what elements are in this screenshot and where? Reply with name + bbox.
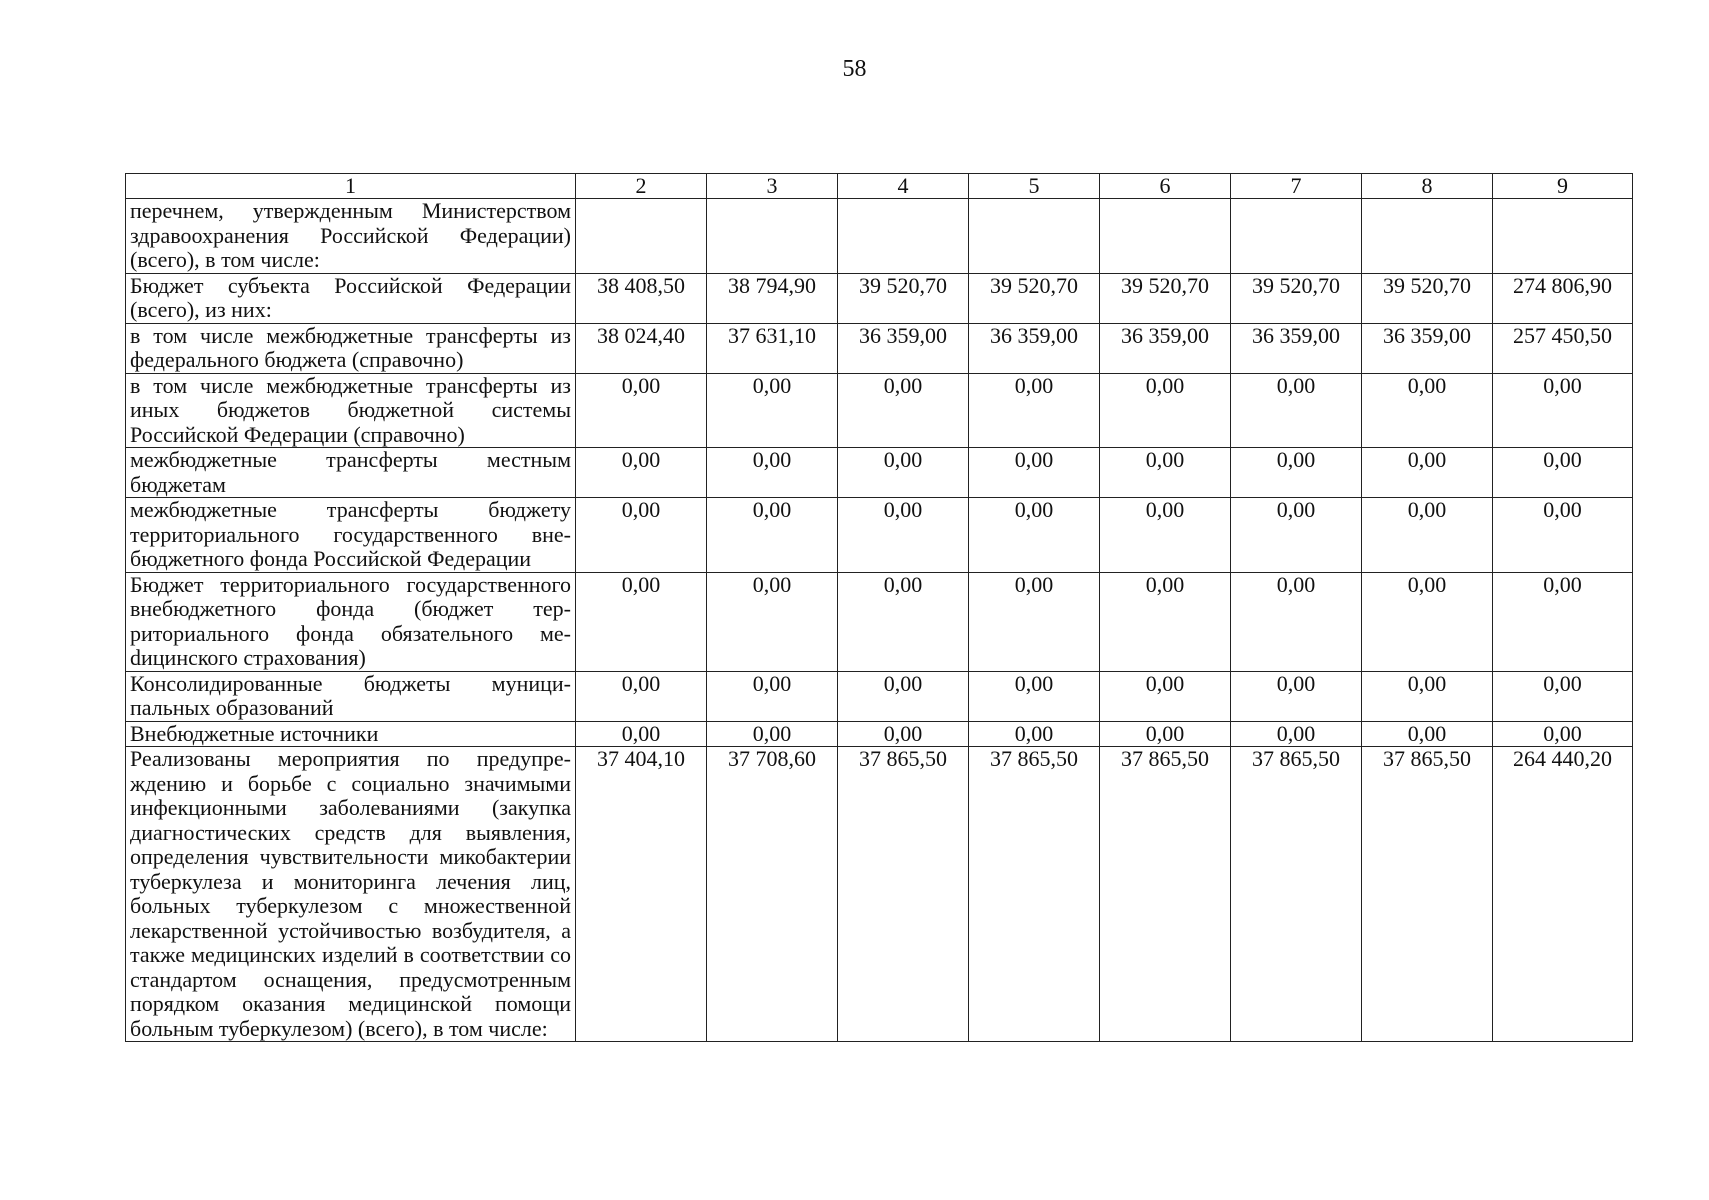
- value-cell-col-6: [1100, 199, 1231, 274]
- value-cell-col-8: 0,00: [1362, 671, 1493, 721]
- value-cell-col-7: 0,00: [1231, 572, 1362, 671]
- value-cell-col-2: 0,00: [576, 448, 707, 498]
- table-row: [126, 273, 1633, 323]
- value-cell-col-7: 37 865,50: [1231, 747, 1362, 1042]
- value-cell-col-6: 0,00: [1100, 498, 1231, 573]
- value-cell-col-6: 39 520,70: [1100, 273, 1231, 323]
- row-label: межбюджетные трансферты бюджету территориального государственного внебюджетного фонда Российской Федерации: [126, 498, 576, 573]
- value-cell-col-3: 0,00: [707, 373, 838, 448]
- row-label: Бюджет субъекта Российской Федерации (всего), из них:: [126, 273, 576, 323]
- row-label: Консолидированные бюджеты муниципальных образований: [126, 671, 576, 721]
- value-cell-col-2: 0,00: [576, 498, 707, 573]
- value-cell-col-5: 36 359,00: [969, 323, 1100, 373]
- value-cell-col-2: 0,00: [576, 721, 707, 747]
- value-cell-col-9: 0,00: [1493, 498, 1633, 573]
- budget-table: [125, 173, 1633, 1042]
- value-cell-col-8: 0,00: [1362, 572, 1493, 671]
- value-cell-col-3: 0,00: [707, 671, 838, 721]
- value-cell-col-6: 0,00: [1100, 721, 1231, 747]
- value-cell-col-4: 36 359,00: [838, 323, 969, 373]
- value-cell-col-9: 0,00: [1493, 448, 1633, 498]
- value-cell-col-7: 39 520,70: [1231, 273, 1362, 323]
- table-row: [126, 498, 1633, 573]
- value-cell-col-8: [1362, 199, 1493, 274]
- value-cell-col-8: 0,00: [1362, 373, 1493, 448]
- value-cell-col-5: 0,00: [969, 448, 1100, 498]
- value-cell-col-3: 0,00: [707, 721, 838, 747]
- value-cell-col-4: 0,00: [838, 572, 969, 671]
- value-cell-col-3: [707, 199, 838, 274]
- column-header-9: 9: [1493, 174, 1633, 199]
- table-row: [126, 199, 1633, 274]
- value-cell-col-4: 0,00: [838, 498, 969, 573]
- column-header-1: 1: [126, 174, 576, 199]
- value-cell-col-8: 39 520,70: [1362, 273, 1493, 323]
- value-cell-col-3: 0,00: [707, 572, 838, 671]
- value-cell-col-5: 0,00: [969, 373, 1100, 448]
- table-row: [126, 323, 1633, 373]
- column-header-5: 5: [969, 174, 1100, 199]
- value-cell-col-6: 36 359,00: [1100, 323, 1231, 373]
- value-cell-col-6: 37 865,50: [1100, 747, 1231, 1042]
- value-cell-col-8: 0,00: [1362, 448, 1493, 498]
- value-cell-col-9: 264 440,20: [1493, 747, 1633, 1042]
- value-cell-col-2: 38 024,40: [576, 323, 707, 373]
- table-row: [126, 721, 1633, 747]
- value-cell-col-2: 37 404,10: [576, 747, 707, 1042]
- value-cell-col-9: 257 450,50: [1493, 323, 1633, 373]
- value-cell-col-9: 0,00: [1493, 373, 1633, 448]
- header-row: [126, 174, 1633, 199]
- row-label: Внебюджетные источники: [126, 721, 576, 747]
- page-number: 58: [842, 56, 867, 82]
- row-label: межбюджетные трансферты местным бюджетам: [126, 448, 576, 498]
- value-cell-col-9: 0,00: [1493, 572, 1633, 671]
- value-cell-col-3: 37 708,60: [707, 747, 838, 1042]
- value-cell-col-2: 0,00: [576, 373, 707, 448]
- value-cell-col-5: 0,00: [969, 498, 1100, 573]
- value-cell-col-7: [1231, 199, 1362, 274]
- row-label: Реализованы мероприятия по предупреждению и борьбе с социально значимыми инфекционными заболеваниями (закупка диагностических средств для выявления, определения чувствительности микобактерии туберкулеза и мониторинга лечения лиц, больных туберкулезом с множественной лекарственной устойчивостью возбудителя, а также медицинских изделий в соответствии со стандартом оснащения, предусмотренным порядком оказания медицинской помощи больным туберкулезом) (всего), в том числе:: [126, 747, 576, 1042]
- value-cell-col-9: 274 806,90: [1493, 273, 1633, 323]
- value-cell-col-6: 0,00: [1100, 572, 1231, 671]
- value-cell-col-7: 0,00: [1231, 373, 1362, 448]
- value-cell-col-4: 39 520,70: [838, 273, 969, 323]
- row-label: Бюджет территориального государственного внебюджетного фонда (бюджет территориального фонда обязательного меdицинского страхования): [126, 572, 576, 671]
- column-header-6: 6: [1100, 174, 1231, 199]
- row-label: в том числе межбюджетные трансферты из иных бюджетов бюджетной системы Российской Федерации (справочно): [126, 373, 576, 448]
- value-cell-col-5: 39 520,70: [969, 273, 1100, 323]
- value-cell-col-5: 0,00: [969, 721, 1100, 747]
- column-header-3: 3: [707, 174, 838, 199]
- value-cell-col-4: 0,00: [838, 373, 969, 448]
- value-cell-col-4: 0,00: [838, 671, 969, 721]
- column-header-4: 4: [838, 174, 969, 199]
- table-row: [126, 373, 1633, 448]
- value-cell-col-3: 38 794,90: [707, 273, 838, 323]
- column-header-2: 2: [576, 174, 707, 199]
- value-cell-col-5: 0,00: [969, 572, 1100, 671]
- value-cell-col-8: 37 865,50: [1362, 747, 1493, 1042]
- table-row: [126, 671, 1633, 721]
- value-cell-col-2: 0,00: [576, 572, 707, 671]
- table-header: [126, 174, 1633, 199]
- value-cell-col-8: 0,00: [1362, 498, 1493, 573]
- value-cell-col-6: 0,00: [1100, 671, 1231, 721]
- value-cell-col-7: 0,00: [1231, 721, 1362, 747]
- row-label: перечнем, утвержденным Министерством здравоохранения Российской Федерации) (всего), в том числе:: [126, 199, 576, 274]
- value-cell-col-5: [969, 199, 1100, 274]
- value-cell-col-2: [576, 199, 707, 274]
- value-cell-col-6: 0,00: [1100, 373, 1231, 448]
- value-cell-col-8: 0,00: [1362, 721, 1493, 747]
- value-cell-col-9: [1493, 199, 1633, 274]
- value-cell-col-6: 0,00: [1100, 448, 1231, 498]
- value-cell-col-4: 0,00: [838, 448, 969, 498]
- table-row: [126, 747, 1633, 1042]
- table-row: [126, 448, 1633, 498]
- value-cell-col-9: 0,00: [1493, 671, 1633, 721]
- table-row: [126, 572, 1633, 671]
- value-cell-col-7: 0,00: [1231, 671, 1362, 721]
- table-body: [126, 199, 1633, 1042]
- value-cell-col-2: 38 408,50: [576, 273, 707, 323]
- row-label: в том числе межбюджетные трансферты из федерального бюджета (справочно): [126, 323, 576, 373]
- column-header-8: 8: [1362, 174, 1493, 199]
- value-cell-col-4: [838, 199, 969, 274]
- value-cell-col-3: 0,00: [707, 498, 838, 573]
- value-cell-col-3: 0,00: [707, 448, 838, 498]
- column-header-7: 7: [1231, 174, 1362, 199]
- value-cell-col-3: 37 631,10: [707, 323, 838, 373]
- value-cell-col-5: 37 865,50: [969, 747, 1100, 1042]
- value-cell-col-7: 0,00: [1231, 498, 1362, 573]
- value-cell-col-9: 0,00: [1493, 721, 1633, 747]
- value-cell-col-7: 36 359,00: [1231, 323, 1362, 373]
- value-cell-col-2: 0,00: [576, 671, 707, 721]
- value-cell-col-8: 36 359,00: [1362, 323, 1493, 373]
- value-cell-col-7: 0,00: [1231, 448, 1362, 498]
- value-cell-col-5: 0,00: [969, 671, 1100, 721]
- value-cell-col-4: 0,00: [838, 721, 969, 747]
- value-cell-col-4: 37 865,50: [838, 747, 969, 1042]
